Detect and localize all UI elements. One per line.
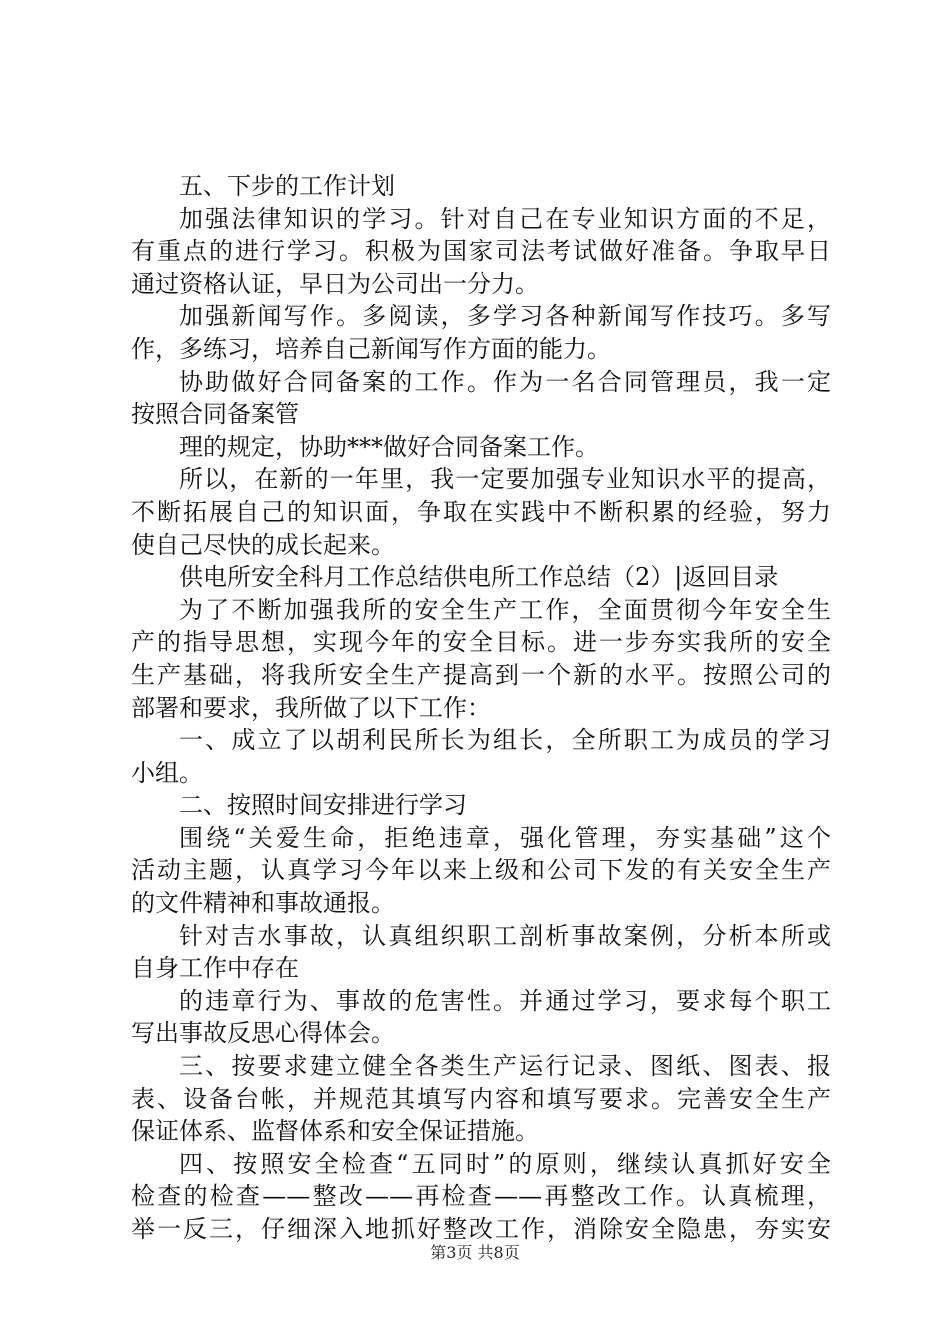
text-line: 活动主题，认真学习今年以来上级和公司下发的有关安全生产 (131, 856, 831, 885)
text-line: 有重点的进行学习。积极为国家司法考试做好准备。争取早日 (131, 237, 831, 266)
text-line: 四、按照安全检查“五同时”的原则，继续认真抓好安全 (179, 1149, 831, 1178)
text-line: 举一反三，仔细深入地抓好整改工作，消除安全隐患，夯实安 (131, 1215, 831, 1243)
text-line: 的文件精神和事故通报。 (131, 889, 395, 918)
text-line: 围绕“关爱生命，拒绝违章，强化管理，夯实基础”这个 (179, 823, 831, 852)
section-heading: 二、按照时间安排进行学习 (179, 791, 467, 820)
text-line: 的违章行为、事故的危害性。并通过学习，要求每个职工 (179, 986, 831, 1015)
text-line: 写出事故反思心得体会。 (131, 1019, 395, 1048)
section-heading: 五、下步的工作计划 (179, 172, 395, 200)
text-line: 为了不断加强我所的安全生产工作，全面贯彻今年安全生 (179, 595, 831, 624)
text-line: 按照合同备案管 (131, 400, 299, 429)
text-line: 作，多练习，培养自己新闻写作方面的能力。 (131, 334, 611, 363)
document-body (131, 170, 831, 1246)
text-line: 针对吉水事故，认真组织职工剖析事故案例，分析本所或 (179, 921, 831, 950)
text-line: 产的指导思想，实现今年的安全目标。进一步夯实我所的安全 (131, 628, 831, 657)
page-number-footer: 第3页 共8页 (430, 1243, 520, 1262)
text-line: 表、设备台帐，并规范其填写内容和填写要求。完善安全生产 (131, 1084, 831, 1113)
text-line: 所以，在新的一年里，我一定要加强专业知识水平的提高， (179, 465, 831, 494)
text-line: 保证体系、监督体系和安全保证措施。 (131, 1117, 539, 1146)
text-line: 加强法律知识的学习。针对自己在专业知识方面的不足， (179, 204, 831, 233)
text-line: 不断拓展自己的知识面，争取在实践中不断积累的经验，努力 (131, 497, 831, 526)
text-line: 理的规定，协助***做好合同备案工作。 (179, 432, 599, 461)
text-line: 自身工作中存在 (131, 954, 299, 983)
text-line: 部署和要求，我所做了以下工作： (131, 693, 491, 722)
text-line: 通过资格认证，早日为公司出一分力。 (131, 269, 539, 298)
text-line: 协助做好合同备案的工作。作为一名合同管理员，我一定 (179, 367, 831, 396)
text-line: 一、成立了以胡利民所长为组长，全所职工为成员的学习 (179, 726, 831, 755)
text-line: 加强新闻写作。多阅读，多学习各种新闻写作技巧。多写 (179, 302, 831, 331)
section-heading: 供电所安全科月工作总结供电所工作总结（2）|返回目录 (179, 563, 779, 592)
text-line: 三、按要求建立健全各类生产运行记录、图纸、图表、报 (179, 1052, 831, 1081)
text-line: 使自己尽快的成长起来。 (131, 530, 395, 559)
text-line: 检查的检查——整改——再检查——再整改工作。认真梳理， (131, 1182, 831, 1211)
text-line: 小组。 (131, 758, 203, 787)
text-line: 生产基础，将我所安全生产提高到一个新的水平。按照公司的 (131, 660, 831, 689)
